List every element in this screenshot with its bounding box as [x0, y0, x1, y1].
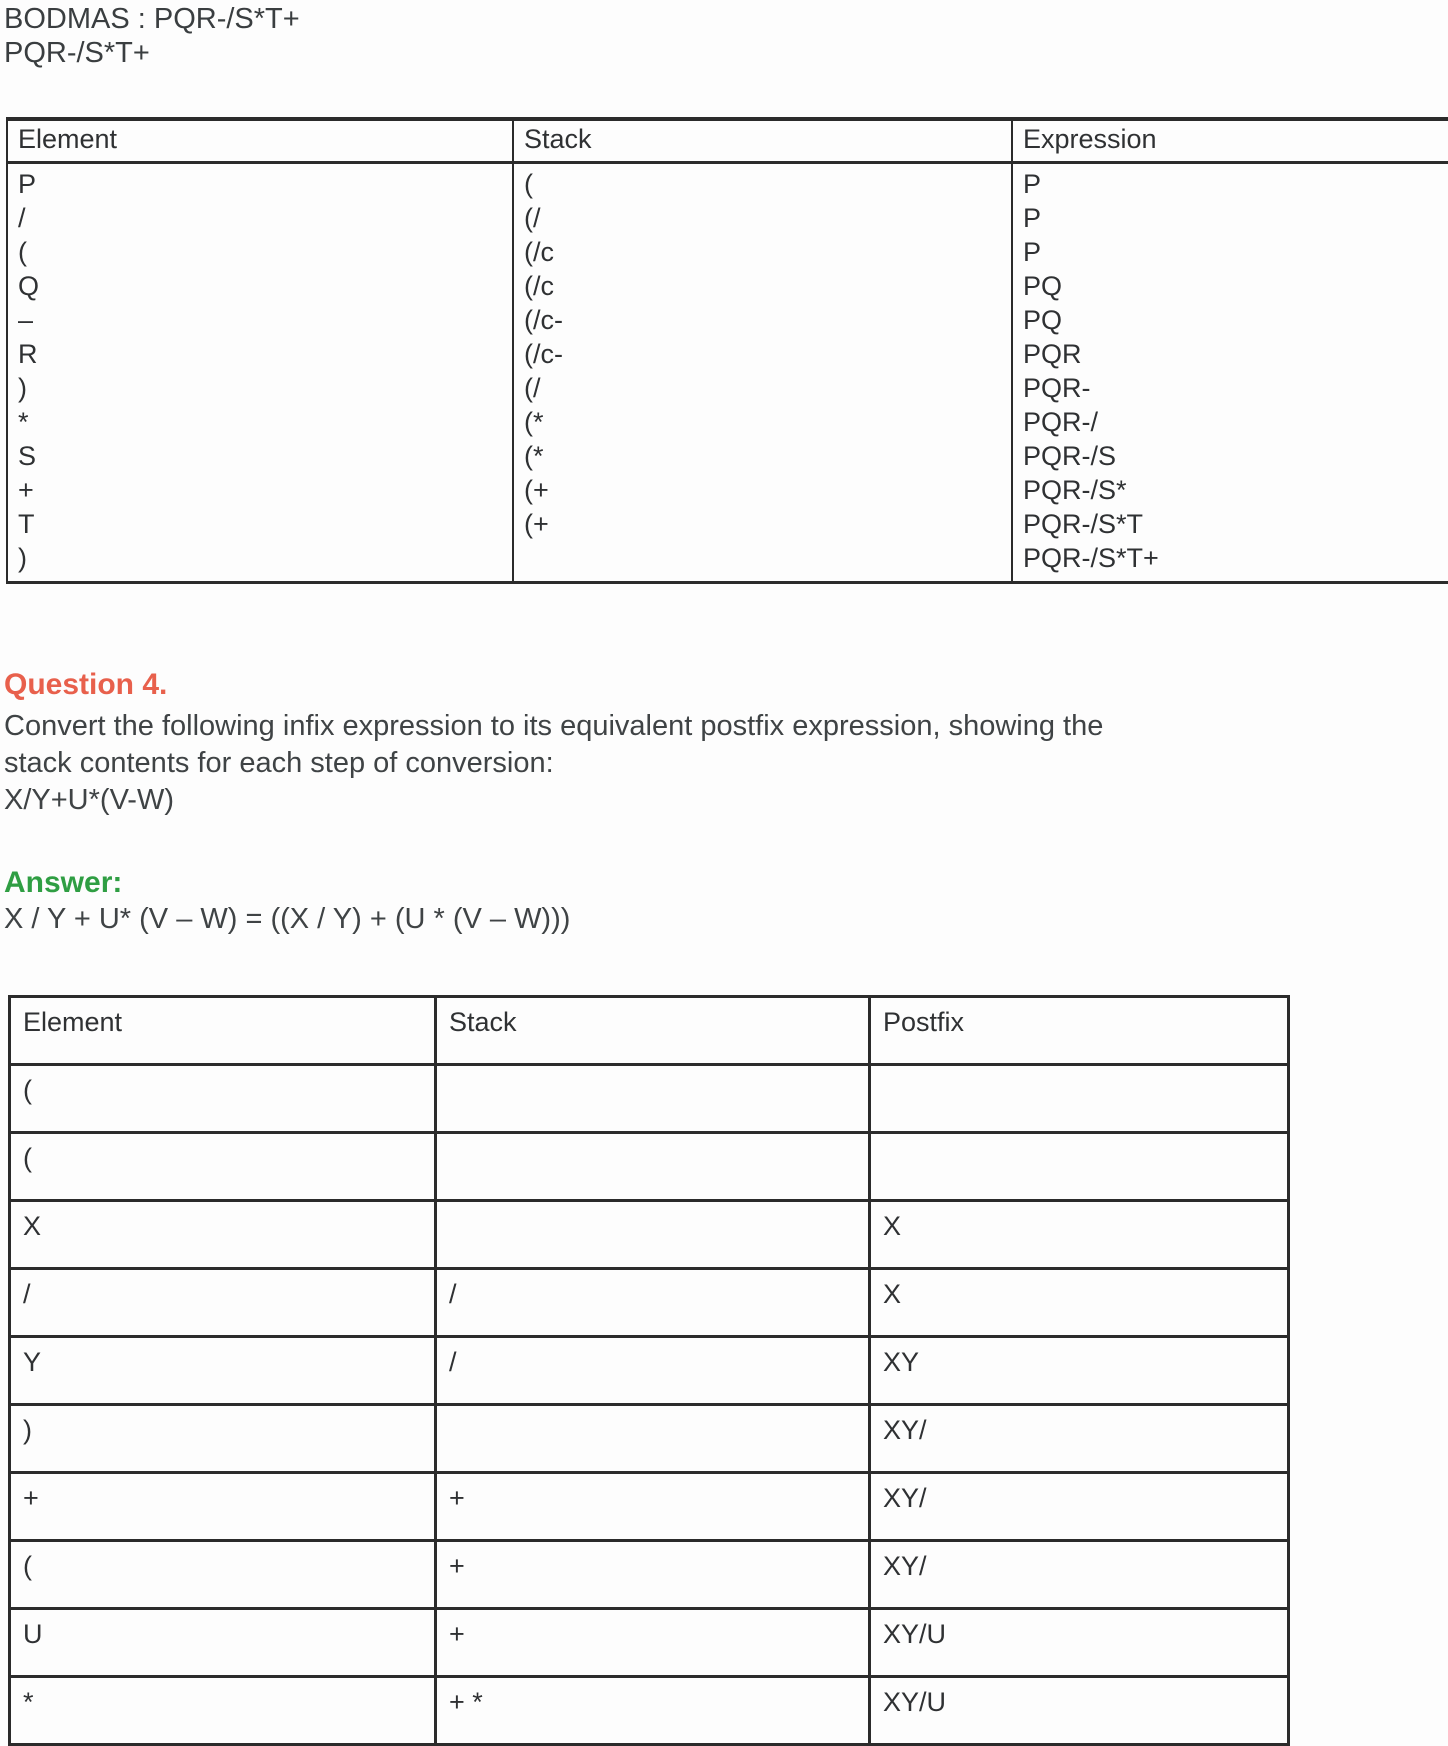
element-line: (: [18, 237, 27, 267]
stack-line: (*: [524, 407, 544, 437]
expression-line: PQR-: [1023, 373, 1091, 403]
expression-line: PQR: [1023, 339, 1082, 369]
postfix-cell: XY/U: [870, 1677, 1289, 1745]
stack-cell: +: [436, 1473, 870, 1541]
expression-column-cell: [1012, 163, 1448, 583]
expression-line: PQR-/S*T: [1023, 509, 1144, 539]
table-row: [10, 1201, 1289, 1269]
bodmas-trace-table: [6, 117, 1448, 584]
question-heading: Question 4.: [4, 668, 168, 701]
postfix-cell: [870, 1133, 1289, 1201]
element-line: P: [18, 169, 37, 199]
expression-line: PQ: [1023, 305, 1063, 335]
stack-cell: /: [436, 1337, 870, 1405]
element-cell: (: [10, 1133, 436, 1201]
table-header-row: [7, 119, 1448, 163]
stack-line: (/: [524, 373, 541, 403]
element-column-cell: [7, 163, 513, 583]
stack-column-cell: [513, 163, 1012, 583]
question-text-line-1: Convert the following infix expression to its equivalent postfix expression, showing the: [4, 710, 1104, 742]
element-cell: X: [10, 1201, 436, 1269]
postfix-cell: XY/U: [870, 1609, 1289, 1677]
conversion-trace-table-body: [10, 1065, 1289, 1745]
table-body-row: [7, 163, 1448, 583]
postfix-cell: XY/: [870, 1541, 1289, 1609]
expression-line: PQR-/S*T+: [1023, 543, 1159, 573]
stack-line: (/c: [524, 271, 554, 301]
stack-cell: [436, 1065, 870, 1133]
element-cell: Y: [10, 1337, 436, 1405]
element-line: +: [18, 475, 34, 505]
table-row: [10, 1065, 1289, 1133]
column-header-postfix: Postfix: [870, 997, 1289, 1065]
table-row: [10, 1269, 1289, 1337]
stack-line: (*: [524, 441, 544, 471]
stack-line: (+: [524, 475, 549, 505]
stack-line: (+: [524, 509, 549, 539]
question-text-line-2: stack contents for each step of conversion:: [4, 747, 554, 779]
element-line: R: [18, 339, 38, 369]
column-header-element: Element: [10, 997, 436, 1065]
table-row: [10, 1133, 1289, 1201]
stack-line: (/c-: [524, 339, 563, 369]
element-line: /: [18, 203, 26, 233]
expression-line: P: [1023, 203, 1042, 233]
element-cell: U: [10, 1609, 436, 1677]
column-header-stack: Stack: [513, 119, 1012, 163]
column-header-expression: Expression: [1012, 119, 1448, 163]
expression-line: PQR-/: [1023, 407, 1099, 437]
stack-line: (: [524, 169, 533, 199]
postfix-cell: [870, 1065, 1289, 1133]
stack-cell: [436, 1201, 870, 1269]
stack-cell: [436, 1133, 870, 1201]
intro-line-1: BODMAS : PQR-/S*T+: [4, 3, 300, 35]
expression-line: PQR-/S: [1023, 441, 1117, 471]
stack-line: (/c-: [524, 305, 563, 335]
question-infix-expression: X/Y+U*(V-W): [4, 784, 174, 816]
intro-line-2: PQR-/S*T+: [4, 37, 150, 69]
expression-line: PQ: [1023, 271, 1063, 301]
table-row: [10, 1677, 1289, 1745]
stack-line: (/c: [524, 237, 554, 267]
element-line: T: [18, 509, 35, 539]
element-cell: /: [10, 1269, 436, 1337]
table-row: [10, 1473, 1289, 1541]
element-cell: +: [10, 1473, 436, 1541]
expression-line: P: [1023, 237, 1042, 267]
conversion-trace-table: [8, 995, 1290, 1746]
element-line: –: [18, 305, 34, 335]
answer-expression: X / Y + U* (V – W) = ((X / Y) + (U * (V – W))): [4, 903, 571, 935]
element-cell: (: [10, 1541, 436, 1609]
expression-line: PQR-/S*: [1023, 475, 1127, 505]
stack-cell: +: [436, 1609, 870, 1677]
table-row: [10, 1541, 1289, 1609]
bodmas-trace-table-header: [7, 119, 1448, 163]
stack-cell: [436, 1405, 870, 1473]
stack-line: (/: [524, 203, 541, 233]
table-row: [10, 1337, 1289, 1405]
stack-cell: + *: [436, 1677, 870, 1745]
column-header-element: Element: [7, 119, 513, 163]
column-header-stack: Stack: [436, 997, 870, 1065]
postfix-cell: XY/: [870, 1405, 1289, 1473]
stack-cell: +: [436, 1541, 870, 1609]
element-line: S: [18, 441, 37, 471]
stack-line: [524, 541, 1001, 575]
expression-line: P: [1023, 169, 1042, 199]
answer-heading: Answer:: [4, 866, 123, 899]
postfix-cell: XY: [870, 1337, 1289, 1405]
conversion-trace-table-header: [10, 997, 1289, 1065]
table-row: [10, 1405, 1289, 1473]
element-line: Q: [18, 271, 40, 301]
element-line: ): [18, 373, 27, 403]
table-row: [10, 1609, 1289, 1677]
postfix-cell: X: [870, 1269, 1289, 1337]
bodmas-trace-table-body: [7, 163, 1448, 583]
element-cell: (: [10, 1065, 436, 1133]
element-line: ): [18, 543, 27, 573]
element-cell: *: [10, 1677, 436, 1745]
element-line: *: [18, 407, 29, 437]
postfix-cell: X: [870, 1201, 1289, 1269]
postfix-cell: XY/: [870, 1473, 1289, 1541]
element-cell: ): [10, 1405, 436, 1473]
stack-cell: /: [436, 1269, 870, 1337]
table-header-row: [10, 997, 1289, 1065]
